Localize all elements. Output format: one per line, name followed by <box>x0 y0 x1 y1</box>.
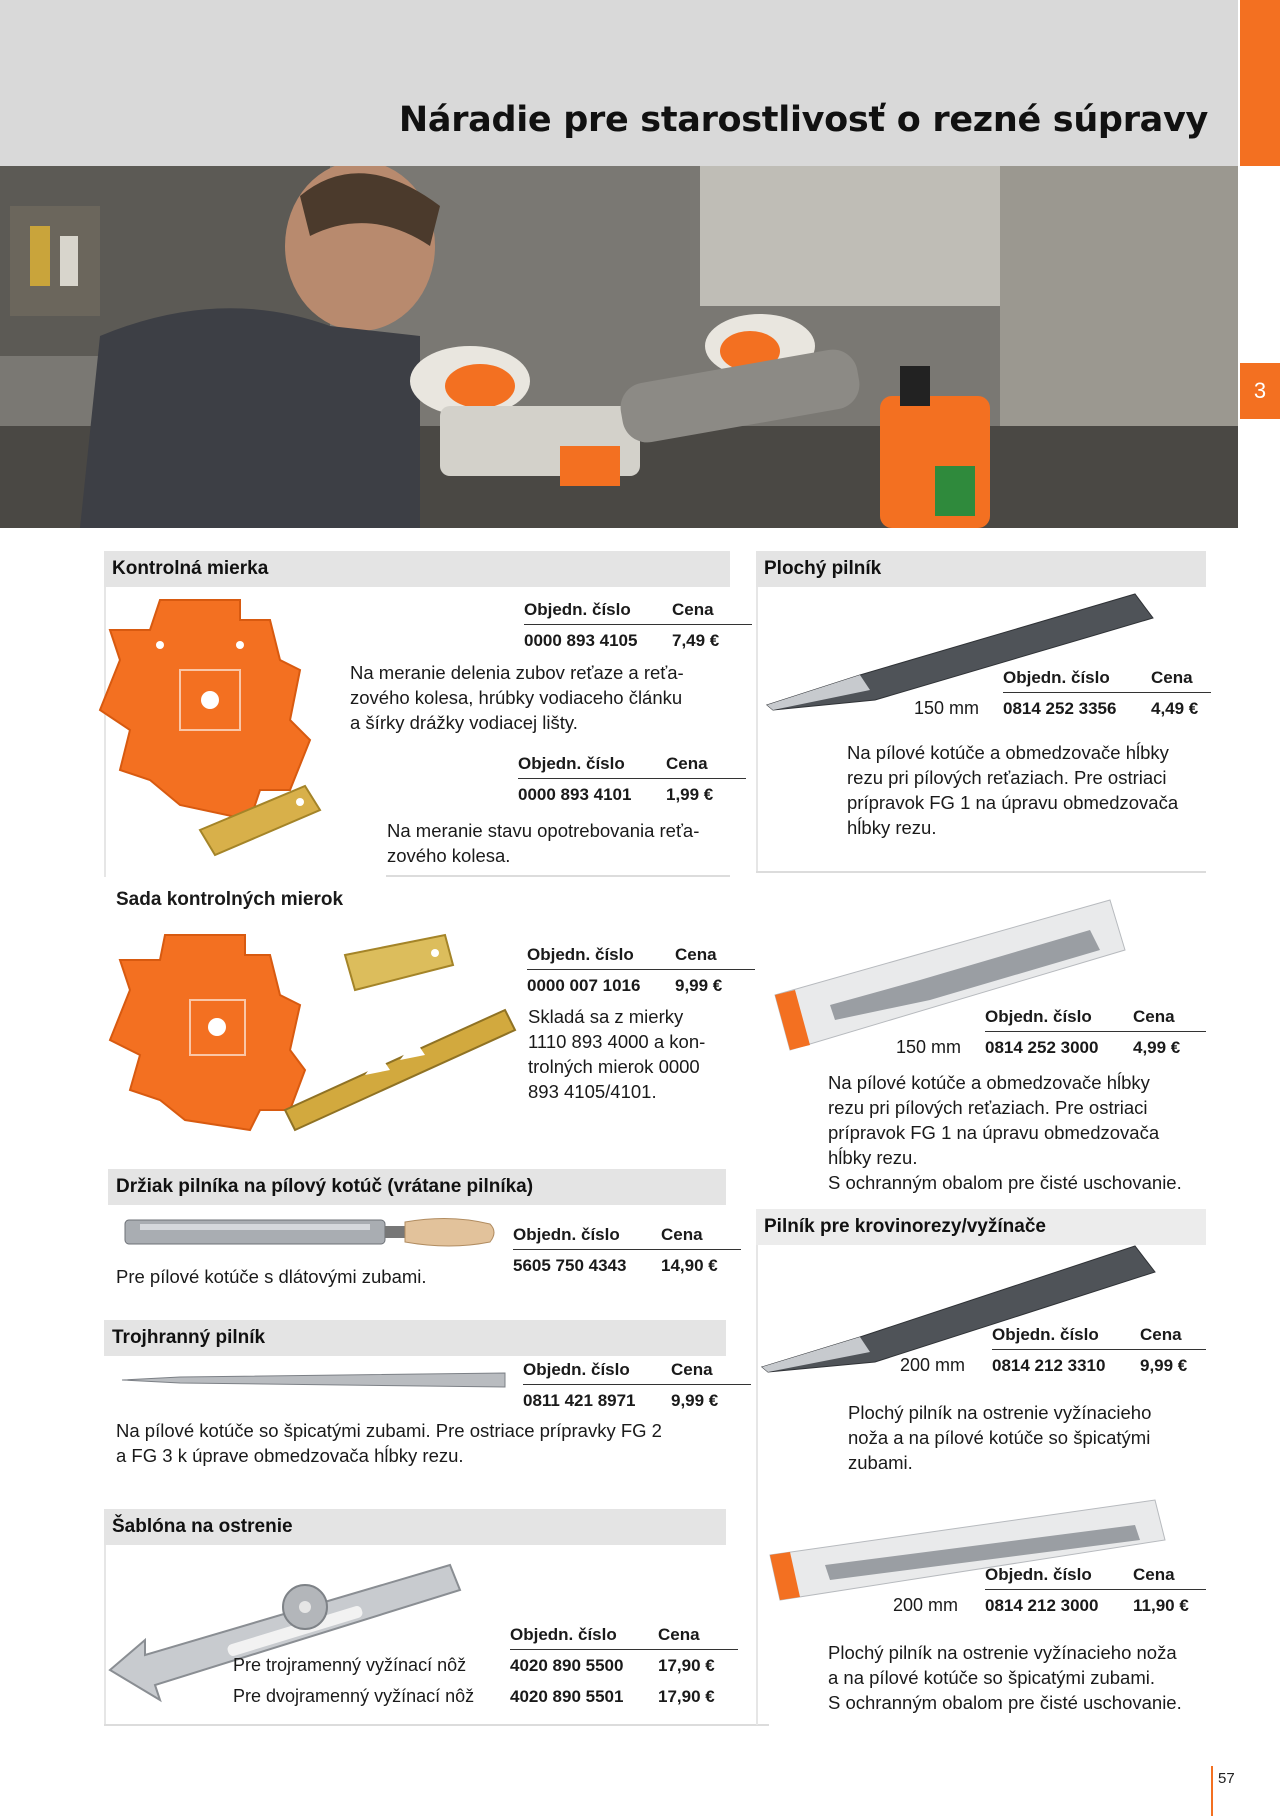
price-header: Cena <box>666 754 708 773</box>
order-table-trojhranny <box>523 1355 751 1416</box>
section-title-kontrolna-mierka: Kontrolná mierka <box>104 551 730 587</box>
price-header: Cena <box>671 1360 713 1379</box>
price: 4,99 € <box>1133 1038 1181 1057</box>
divider <box>756 871 1206 873</box>
order-number: 0814 212 3310 <box>992 1356 1106 1375</box>
description: Na meranie stavu opotrebovania reťa- zového kolesa. <box>387 820 700 866</box>
order-number: 0000 007 1016 <box>527 976 641 995</box>
triangular-file-image <box>120 1365 510 1395</box>
price-header: Cena <box>675 945 717 964</box>
order-number-header: Objedn. číslo <box>518 754 625 773</box>
price-header: Cena <box>658 1625 700 1644</box>
description: Na meranie delenia zubov reťaze a reťa- zového kolesa, hrúbky vodiaceho článku a šírky drážky vodiacej lišty. <box>350 662 684 733</box>
order-number: 4020 890 5500 <box>510 1656 624 1675</box>
order-number: 0000 893 4105 <box>524 631 638 650</box>
description: Skladá sa z mierky 1110 893 4000 a kon- trolných mierok 0000 893 4105/4101. <box>528 1006 706 1102</box>
order-table-plochy-1 <box>914 663 1211 724</box>
description: Plochý pilník na ostrenie vyžínacieho noža a na pílové kotúče so špicatými zubami. S ochranným obalom pre čisté uschovanie. <box>828 1642 1182 1713</box>
order-table-krovinorez-1 <box>900 1320 1206 1381</box>
page-header <box>0 0 1238 166</box>
divider <box>756 587 758 872</box>
order-number-header: Objedn. číslo <box>523 1360 630 1379</box>
price: 17,90 € <box>658 1687 715 1706</box>
price-header: Cena <box>1140 1325 1182 1344</box>
size-label: 200 mm <box>893 1595 959 1615</box>
page-title: Náradie pre starostlivosť o rezné súpravy <box>398 100 1208 140</box>
order-number: 4020 890 5501 <box>510 1687 624 1706</box>
order-number-header: Objedn. číslo <box>992 1325 1099 1344</box>
page-number-bar <box>1211 1766 1213 1816</box>
price: 11,90 € <box>1133 1596 1189 1615</box>
row-label: Pre dvojramenný vyžínací nôž <box>233 1686 475 1706</box>
order-table-kontrolna-1 <box>524 595 752 656</box>
price-header: Cena <box>1133 1565 1175 1584</box>
order-number-header: Objedn. číslo <box>985 1565 1092 1584</box>
section-title-krovinorez: Pilník pre krovinorezy/vyžínače <box>756 1209 1206 1245</box>
chapter-tab[interactable]: 3 <box>1240 363 1280 419</box>
section-title-drziak: Držiak pilníka na pílový kotúč (vrátane pilníka) <box>108 1169 726 1205</box>
order-number: 5605 750 4343 <box>513 1256 627 1275</box>
price-header: Cena <box>1151 668 1193 687</box>
page-number: 57 <box>1218 1770 1235 1787</box>
price: 17,90 € <box>658 1656 715 1675</box>
price-header: Cena <box>1133 1007 1175 1026</box>
order-table-drziak <box>513 1220 741 1281</box>
price: 7,49 € <box>672 631 720 650</box>
price: 4,49 € <box>1151 699 1199 718</box>
gauge-set-image <box>105 925 525 1135</box>
divider <box>104 1724 769 1726</box>
price: 9,99 € <box>671 1391 719 1410</box>
order-number: 0814 212 3000 <box>985 1596 1099 1615</box>
order-number-header: Objedn. číslo <box>513 1225 620 1244</box>
section-title-trojhranny: Trojhranný pilník <box>104 1320 726 1356</box>
price: 14,90 € <box>661 1256 718 1275</box>
workshop-photo <box>0 166 1238 528</box>
order-number-header: Objedn. číslo <box>1003 668 1110 687</box>
description: Na pílové kotúče so špicatými zubami. Pre ostriace prípravky FG 2 a FG 3 k úprave obmedzovača hĺbky rezu. <box>116 1420 662 1466</box>
divider <box>386 875 730 877</box>
description: Plochý pilník na ostrenie vyžínacieho noža a na pílové kotúče so špicatými zubami. <box>848 1402 1152 1473</box>
order-number: 0814 252 3356 <box>1003 699 1117 718</box>
order-number-header: Objedn. číslo <box>524 600 631 619</box>
gauge-image <box>90 590 330 870</box>
order-table-sada <box>527 940 755 1001</box>
order-table-plochy-2 <box>896 1002 1206 1063</box>
description: Na pílové kotúče a obmedzovače hĺbky rezu pri pílových reťaziach. Pre ostriaci prípravok FG 1 na úpravu obmedzovača hĺbky rezu. S ochranným obalom pre čisté uschovanie. <box>828 1072 1182 1193</box>
order-table-sablona <box>233 1620 738 1712</box>
section-title-sada: Sada kontrolných mierok <box>116 889 344 910</box>
price: 9,99 € <box>675 976 723 995</box>
order-number-header: Objedn. číslo <box>985 1007 1092 1026</box>
divider <box>756 1245 758 1725</box>
order-number: 0000 893 4101 <box>518 785 632 804</box>
order-table-kontrolna-2 <box>518 749 746 810</box>
section-title-plochy: Plochý pilník <box>756 551 1206 587</box>
price: 9,99 € <box>1140 1356 1188 1375</box>
accent-strip <box>1240 0 1280 166</box>
price: 1,99 € <box>666 785 714 804</box>
row-label: Pre trojramenný vyžínací nôž <box>233 1655 467 1675</box>
section-title-sablona: Šablóna na ostrenie <box>104 1509 726 1545</box>
order-number: 0814 252 3000 <box>985 1038 1099 1057</box>
size-label: 150 mm <box>914 698 980 718</box>
order-number-header: Objedn. číslo <box>510 1625 617 1644</box>
order-table-krovinorez-2 <box>893 1560 1206 1621</box>
description: Pre pílové kotúče s dlátovými zubami. <box>116 1266 427 1287</box>
size-label: 150 mm <box>896 1037 962 1057</box>
order-number-header: Objedn. číslo <box>527 945 634 964</box>
size-label: 200 mm <box>900 1355 966 1375</box>
hero-photo <box>0 166 1238 528</box>
price-header: Cena <box>661 1225 703 1244</box>
price-header: Cena <box>672 600 714 619</box>
order-number: 0811 421 8971 <box>523 1391 636 1410</box>
file-holder-image <box>120 1210 500 1260</box>
description: Na pílové kotúče a obmedzovače hĺbky rezu pri pílových reťaziach. Pre ostriaci prípravok FG 1 na úpravu obmedzovača hĺbky rezu. <box>847 742 1179 838</box>
